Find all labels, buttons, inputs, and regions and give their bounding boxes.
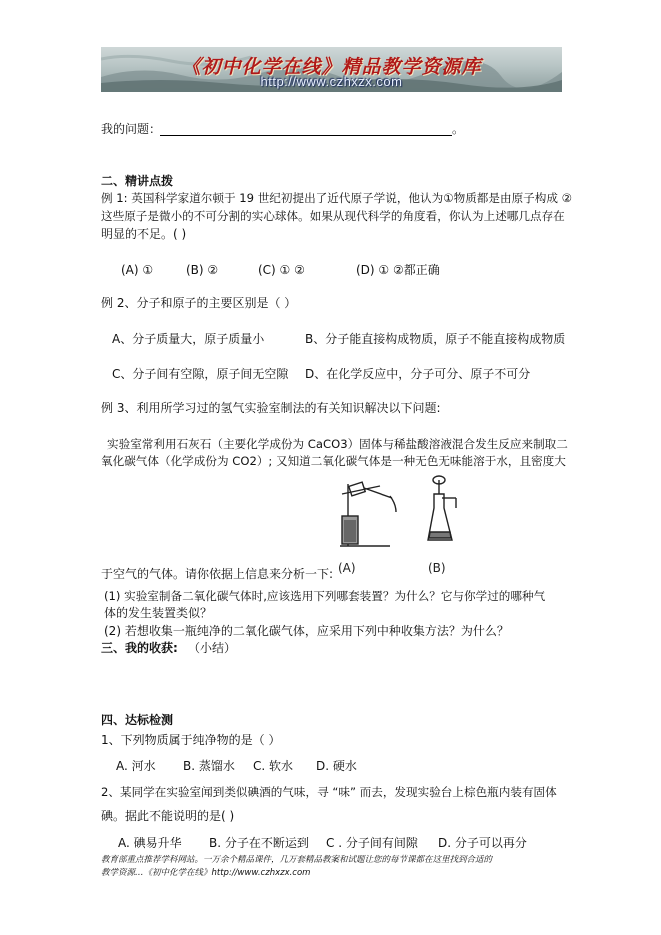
q2-option-b: B. 分子在不断运到: [209, 836, 309, 850]
q1-option-d: D. 硬水: [316, 759, 357, 773]
ex3-question1-line2: 体的发生装置类似？: [104, 606, 213, 620]
section2-heading: 二、精讲点拨: [101, 174, 174, 188]
ex1-option-c: (C) ① ②: [258, 263, 305, 277]
apparatus-figure: [330, 474, 480, 578]
ex3-paragraph-line2: 氧化碳气体（化学成份为 CO2）; 又知道二氧化碳气体是一种无色无味能溶于水，且密度大: [101, 454, 566, 468]
ex3-question2: (2) 若想收集一瓶纯净的二氧化碳气体，应采用下列中种收集方法？为什么？: [104, 624, 509, 638]
q1-option-c: C. 软水: [253, 759, 294, 773]
banner-url[interactable]: http://www.czhxzx.com: [260, 74, 403, 89]
footer-line1: 教育部重点推荐学科网站。一万余个精品课件，几万套精品教案和试题让您的每节课都在这里找到合适的: [101, 855, 493, 865]
q2-stem-line2: 碘。据此不能说明的是( ): [101, 809, 235, 823]
ex1-option-b: (B) ②: [186, 263, 219, 277]
ex2-stem: 例 2、分子和原子的主要区别是（ ）: [101, 296, 297, 310]
footer-line2: 教学资源…《初中化学在线》http://www.czhxzx.com: [101, 868, 311, 878]
section3-note: （小结）: [188, 641, 237, 655]
ex2-option-c: C、分子间有空隙，原子间无空隙: [112, 367, 289, 381]
section4-heading: 四、达标检测: [101, 713, 174, 727]
ex1-option-a: (A) ①: [121, 263, 154, 277]
question-end: 。: [452, 122, 465, 136]
ex1-line1: 例 1: 英国科学家道尔顿于 19 世纪初提出了近代原子学说，他认为①物质都是由原子构成 ②: [101, 191, 573, 205]
ex1-option-d: (D) ① ②都正确: [356, 263, 440, 277]
figure-label-a: (A): [338, 561, 356, 575]
ex1-line3: 明显的不足。( ): [101, 227, 187, 241]
ex3-stem: 例 3、利用所学习过的氢气实验室制法的有关知识解决以下问题:: [101, 401, 441, 415]
q1-stem: 1、下列物质属于纯净物的是（ ）: [101, 733, 281, 747]
section3-heading: 三、我的收获:: [101, 641, 178, 655]
ex3-paragraph-line3: 于空气的气体。请你依据上信息来分析一下:: [101, 567, 334, 581]
q2-option-c: C . 分子间有间隙: [326, 836, 418, 850]
ex2-option-a: A、分子质量大，原子质量小: [112, 332, 265, 346]
q2-stem-line1: 2、某同学在实验室闻到类似碘酒的气味，寻 “味” 而去，发现实验台上棕色瓶内装有固体: [101, 785, 557, 799]
ex3-paragraph-line1: 实验室常利用石灰石（主要化学成份为 CaCO3）固体与稀盐酸溶液混合发生反应来制取二: [107, 437, 568, 451]
q2-option-a: A. 碘易升华: [118, 836, 182, 850]
ex2-option-d: D、在化学反应中，分子可分、原子不可分: [305, 367, 531, 381]
q2-option-d: D. 分子可以再分: [438, 836, 527, 850]
ex2-option-b: B、分子能直接构成物质，原子不能直接构成物质: [305, 332, 566, 346]
banner-title: 《初中化学在线》精品教学资源库: [181, 56, 482, 78]
question-answer-line[interactable]: [160, 121, 452, 136]
q1-option-b: B. 蒸馏水: [183, 759, 235, 773]
figure-label-b: (B): [428, 561, 446, 575]
q1-option-a: A. 河水: [116, 759, 156, 773]
ex3-question1-line1: (1) 实验室制备二氧化碳气体时,应该选用下列哪套装置？为什么？它与你学过的哪种气: [104, 589, 546, 603]
question-label: 我的问题：: [101, 122, 162, 136]
header-banner: [101, 47, 562, 92]
ex1-line2: 这些原子是微小的不可分割的实心球体。如果从现代科学的角度看，你认为上述哪几点存在: [101, 209, 565, 223]
